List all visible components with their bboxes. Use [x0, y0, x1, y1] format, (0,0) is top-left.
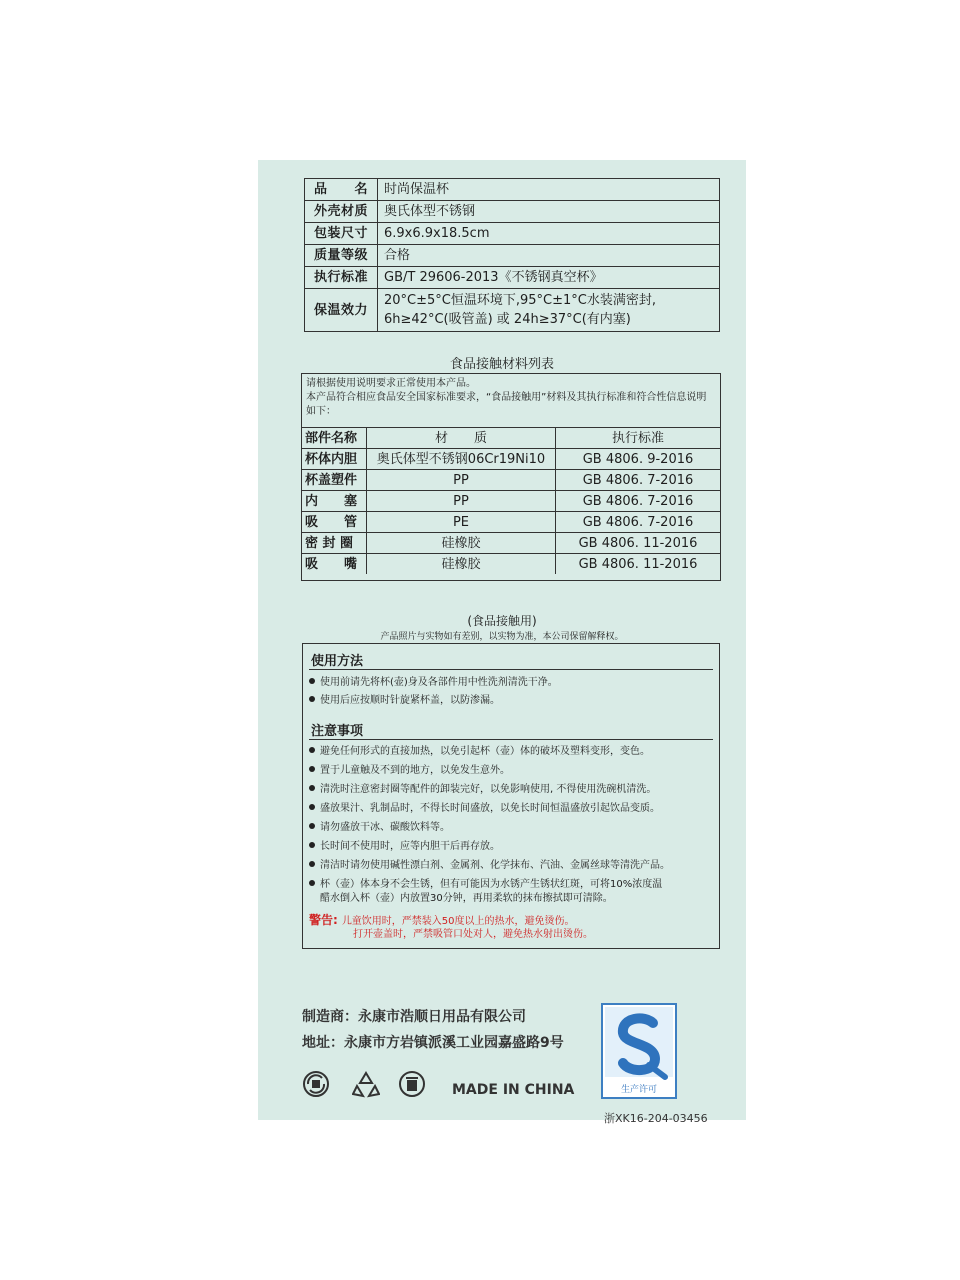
- spec-value: 时尚保温杯: [378, 179, 720, 201]
- material: 硅橡胶: [367, 554, 556, 575]
- bullet-icon: [309, 880, 315, 886]
- spec-row: [305, 201, 720, 223]
- list-item-text: 清洗时注意密封圈等配件的卸装完好，以免影响使用, 不得使用洗碗机清洗。: [320, 784, 657, 795]
- material: 奥氏体型不锈钢06Cr19Ni10: [367, 449, 556, 470]
- list-item: [309, 878, 711, 906]
- list-item-text: 避免任何形式的直接加热，以免引起杯（壶）体的破坏及塑料变形，变色。: [320, 746, 650, 757]
- spec-table: [304, 178, 720, 332]
- bullet-icon: [309, 842, 315, 848]
- spec-value-line: 20°C±5°C恒温环境下,95°C±1°C水装满密封,: [384, 293, 656, 308]
- spec-key: 保温效力: [305, 289, 378, 332]
- material: 硅橡胶: [367, 533, 556, 554]
- table-row: [302, 512, 720, 533]
- spec-key: 执行标准: [305, 267, 378, 289]
- trash-bin-icon: [398, 1070, 426, 1098]
- standard: GB 4806. 7-2016: [556, 491, 721, 512]
- divider: [309, 739, 713, 740]
- warning-line: 打开壶盖时，严禁吸管口处对人，避免热水射出烫伤。: [353, 929, 593, 940]
- warning: [309, 914, 711, 941]
- list-item-text: 杯（壶）体本身不会生锈，但有可能因为水锈产生锈状红斑，可将10%浓度温: [320, 879, 663, 890]
- materials-note-line: 请根据使用说明要求正常使用本产品。: [306, 378, 476, 389]
- spec-value: [378, 289, 720, 332]
- spec-value: GB/T 29606-2013《不锈钢真空杯》: [378, 267, 720, 289]
- materials-note-line: 本产品符合相应食品安全国家标准要求，“食品接触用”材料及其执行标准和符合性信息说明如下：: [306, 392, 707, 417]
- header-material: 材 质: [367, 428, 556, 449]
- list-item: [309, 694, 711, 708]
- list-item: [309, 840, 711, 854]
- material: PE: [367, 512, 556, 533]
- part-name: 密 封 圈: [302, 533, 367, 554]
- bullet-icon: [309, 766, 315, 772]
- packaging-panel: [258, 160, 746, 1125]
- disclaimer: 产品照片与实物如有差别，以实物为准，本公司保留解释权。: [380, 632, 624, 642]
- spec-key: 包装尺寸: [305, 223, 378, 245]
- standard: GB 4806. 11-2016: [556, 533, 721, 554]
- list-item: [309, 676, 711, 690]
- table-row: [302, 449, 720, 470]
- usage-box: [302, 643, 720, 949]
- materials-header-row: [302, 428, 720, 449]
- warning-line: 儿童饮用时，严禁装入50度以上的热水，避免烫伤。: [341, 916, 575, 927]
- spec-value: 奥氏体型不锈钢: [378, 201, 720, 223]
- spec-value: 6.9x6.9x18.5cm: [378, 223, 720, 245]
- list-item-text: 长时间不使用时，应等内胆干后再存放。: [320, 841, 500, 852]
- part-name: 内 塞: [302, 491, 367, 512]
- part-name: 杯体内胆: [302, 449, 367, 470]
- address: 地址：永康市方岩镇派溪工业园嘉盛路9号: [302, 1035, 564, 1051]
- list-item-text: 使用后应按顺时针旋紧杯盖，以防渗漏。: [320, 695, 500, 706]
- list-item: [309, 745, 711, 759]
- paper-recycle-icon: [302, 1070, 330, 1098]
- spec-row: [305, 267, 720, 289]
- bullet-icon: [309, 678, 315, 684]
- list-item-text: 盛放果汁、乳制品时，不得长时间盛放，以免长时间恒温盛放引起饮品变质。: [320, 803, 660, 814]
- production-license: 浙XK16-204-03456: [604, 1112, 708, 1125]
- usage-title: 使用方法: [311, 654, 364, 669]
- table-row: [302, 491, 720, 512]
- spec-row: [305, 179, 720, 201]
- spec-value-line: 6h≥42°C(吸管盖) 或 24h≥37°C(有内塞): [384, 312, 631, 327]
- list-item: [309, 859, 711, 873]
- part-name: 杯盖塑件: [302, 470, 367, 491]
- spec-row: [305, 223, 720, 245]
- bullet-icon: [309, 696, 315, 702]
- manufacturer: 制造商：永康市浩顺日用品有限公司: [302, 1009, 526, 1025]
- standard: GB 4806. 7-2016: [556, 512, 721, 533]
- list-item: [309, 821, 711, 835]
- part-name: 吸 管: [302, 512, 367, 533]
- bullet-icon: [309, 861, 315, 867]
- spec-key: 品 名: [305, 179, 378, 201]
- divider: [309, 669, 713, 670]
- recycle-icon: [352, 1070, 380, 1098]
- header-part: 部件名称: [302, 428, 367, 449]
- qs-logo: [601, 1003, 677, 1099]
- standard: GB 4806. 7-2016: [556, 470, 721, 491]
- bullet-icon: [309, 785, 315, 791]
- standard: GB 4806. 9-2016: [556, 449, 721, 470]
- notes-title: 注意事项: [311, 724, 364, 739]
- list-item-text: 置于儿童触及不到的地方，以免发生意外。: [320, 765, 510, 776]
- warning-label: 警告:: [309, 913, 338, 927]
- list-item-text: 请勿盛放干冰、碳酸饮料等。: [320, 822, 450, 833]
- table-row: [302, 470, 720, 491]
- list-item-text: 醋水倒入杯（壶）内放置30分钟，再用柔软的抹布擦拭即可清除。: [320, 893, 613, 904]
- list-item: [309, 783, 711, 797]
- spec-value: 合格: [378, 245, 720, 267]
- spec-key: 外壳材质: [305, 201, 378, 223]
- qs-label: 生产许可: [620, 1085, 657, 1095]
- table-row: [302, 533, 720, 554]
- materials-table: [302, 427, 720, 574]
- made-in-china: MADE IN CHINA: [452, 1082, 575, 1098]
- header-standard: 执行标准: [556, 428, 721, 449]
- list-item: [309, 764, 711, 778]
- spec-key: 质量等级: [305, 245, 378, 267]
- part-name: 吸 嘴: [302, 554, 367, 575]
- bullet-icon: [309, 823, 315, 829]
- materials-note: [306, 377, 716, 419]
- table-row: [302, 554, 720, 575]
- spec-row: [305, 289, 720, 332]
- list-item-text: 清洁时请勿使用碱性漂白剂、金属剂、化学抹布、汽油、金属丝球等清洗产品。: [320, 860, 670, 871]
- bullet-icon: [309, 804, 315, 810]
- spec-row: [305, 245, 720, 267]
- materials-title: 食品接触材料列表: [449, 357, 554, 372]
- materials-box: [301, 373, 721, 581]
- list-item: [309, 802, 711, 816]
- material: PP: [367, 491, 556, 512]
- list-item-text: 使用前请先将杯(壶)身及各部件用中性洗剂清洗干净。: [320, 677, 558, 688]
- food-contact-label: (食品接触用): [467, 614, 537, 628]
- material: PP: [367, 470, 556, 491]
- standard: GB 4806. 11-2016: [556, 554, 721, 575]
- bullet-icon: [309, 747, 315, 753]
